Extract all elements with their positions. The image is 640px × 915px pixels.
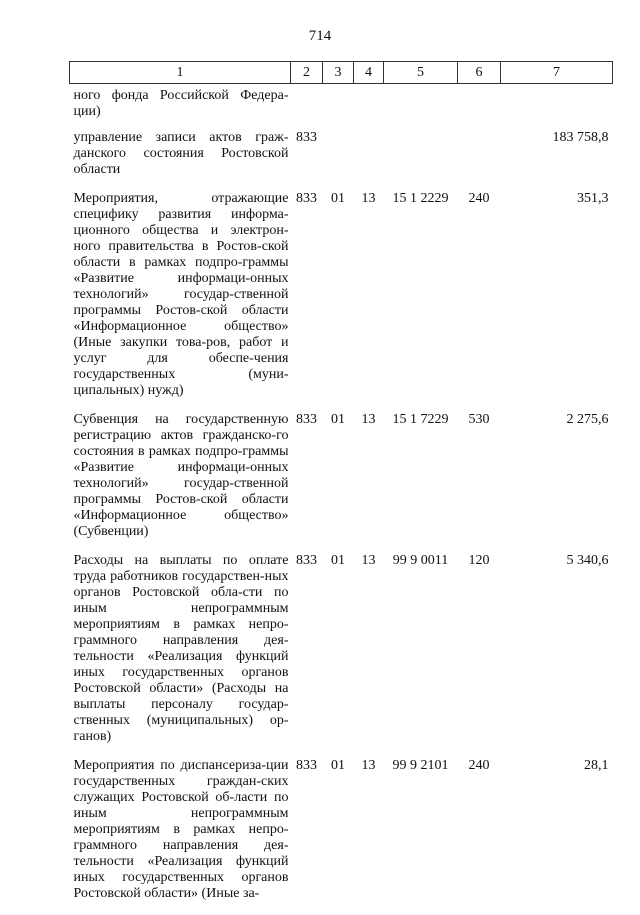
row-amount: 2 275,6: [501, 412, 613, 553]
row-expense-type: [458, 84, 501, 131]
row-admin-code: 833: [291, 758, 323, 915]
row-expense-type: 240: [458, 191, 501, 412]
row-admin-code: 833: [291, 130, 323, 191]
row-subsection: [354, 84, 384, 131]
row-target-code: 15 1 2229: [384, 191, 458, 412]
table-row: [70, 84, 613, 131]
row-subsection: 13: [354, 191, 384, 412]
row-amount: [501, 84, 613, 131]
row-subsection: 13: [354, 758, 384, 915]
table-body: [70, 84, 613, 915]
row-amount: 28,1: [501, 758, 613, 915]
table-row: [70, 130, 613, 191]
header-row: [70, 62, 613, 84]
row-expense-type: 530: [458, 412, 501, 553]
header-col-1: 1: [70, 62, 291, 84]
row-subsection: 13: [354, 553, 384, 758]
row-target-code: 99 9 2101: [384, 758, 458, 915]
row-section: 01: [323, 191, 354, 412]
row-target-code: [384, 84, 458, 131]
row-amount: 183 758,8: [501, 130, 613, 191]
row-amount: 5 340,6: [501, 553, 613, 758]
row-name: Мероприятия по диспансеризa-ции государственных граждан-ских служащих Ростовской об-ласти по иным непрограммным мероприятиям в рамках непро-граммного направления дея-тельности «Реализация функций иных государственных органов Ростовской области» (Иные за-: [70, 758, 291, 915]
row-admin-code: 833: [291, 553, 323, 758]
header-col-3: 3: [323, 62, 354, 84]
row-admin-code: 833: [291, 412, 323, 553]
row-section: 01: [323, 412, 354, 553]
table-row: [70, 758, 613, 915]
row-amount: 351,3: [501, 191, 613, 412]
row-target-code: [384, 130, 458, 191]
row-name: Расходы на выплаты по оплате труда работников государствен-ных органов Ростовской обла-сти по иным непрограммным мероприятиям в рамках непро-граммного направления дея-тельности «Реализация функций иных государственных органов Ростовской области» (Расходы на выплаты персоналу государ-ственных (муниципальных) ор-ганов): [70, 553, 291, 758]
row-expense-type: [458, 130, 501, 191]
table-row: [70, 553, 613, 758]
header-col-7: 7: [501, 62, 613, 84]
row-admin-code: [291, 84, 323, 131]
row-section: 01: [323, 758, 354, 915]
row-section: [323, 130, 354, 191]
page-number: 714: [0, 28, 640, 45]
row-section: 01: [323, 553, 354, 758]
row-subsection: [354, 130, 384, 191]
header-col-2: 2: [291, 62, 323, 84]
row-subsection: 13: [354, 412, 384, 553]
budget-table: [69, 61, 613, 915]
table-row: [70, 412, 613, 553]
row-target-code: 15 1 7229: [384, 412, 458, 553]
row-section: [323, 84, 354, 131]
row-expense-type: 240: [458, 758, 501, 915]
row-name: Субвенция на государственную регистрацию актов гражданско-го состояния в рамках подпро-граммы «Развитие информаци-онных технологий» государ-ственной программы Ростов-ской области «Информационное общество» (Субвенции): [70, 412, 291, 553]
row-target-code: 99 9 0011: [384, 553, 458, 758]
row-expense-type: 120: [458, 553, 501, 758]
header-col-4: 4: [354, 62, 384, 84]
row-admin-code: 833: [291, 191, 323, 412]
row-name: ного фонда Российской Федера-ции): [70, 84, 291, 131]
header-col-5: 5: [384, 62, 458, 84]
row-name: управление записи актов граж-данского состояния Ростовской области: [70, 130, 291, 191]
table-row: [70, 191, 613, 412]
table-header: [70, 62, 613, 84]
header-col-6: 6: [458, 62, 501, 84]
row-name: Мероприятия, отражающие специфику развития информа-ционного общества и электрон-ного правительства в Ростов-ской области в рамках подпро-граммы «Развитие информаци-онных технологий» государ-ственной программы Ростов-ской области «Информационное общество» (Иные закупки това-ров, работ и услуг для обеспе-чения государственных (муни-ципальных) нужд): [70, 191, 291, 412]
